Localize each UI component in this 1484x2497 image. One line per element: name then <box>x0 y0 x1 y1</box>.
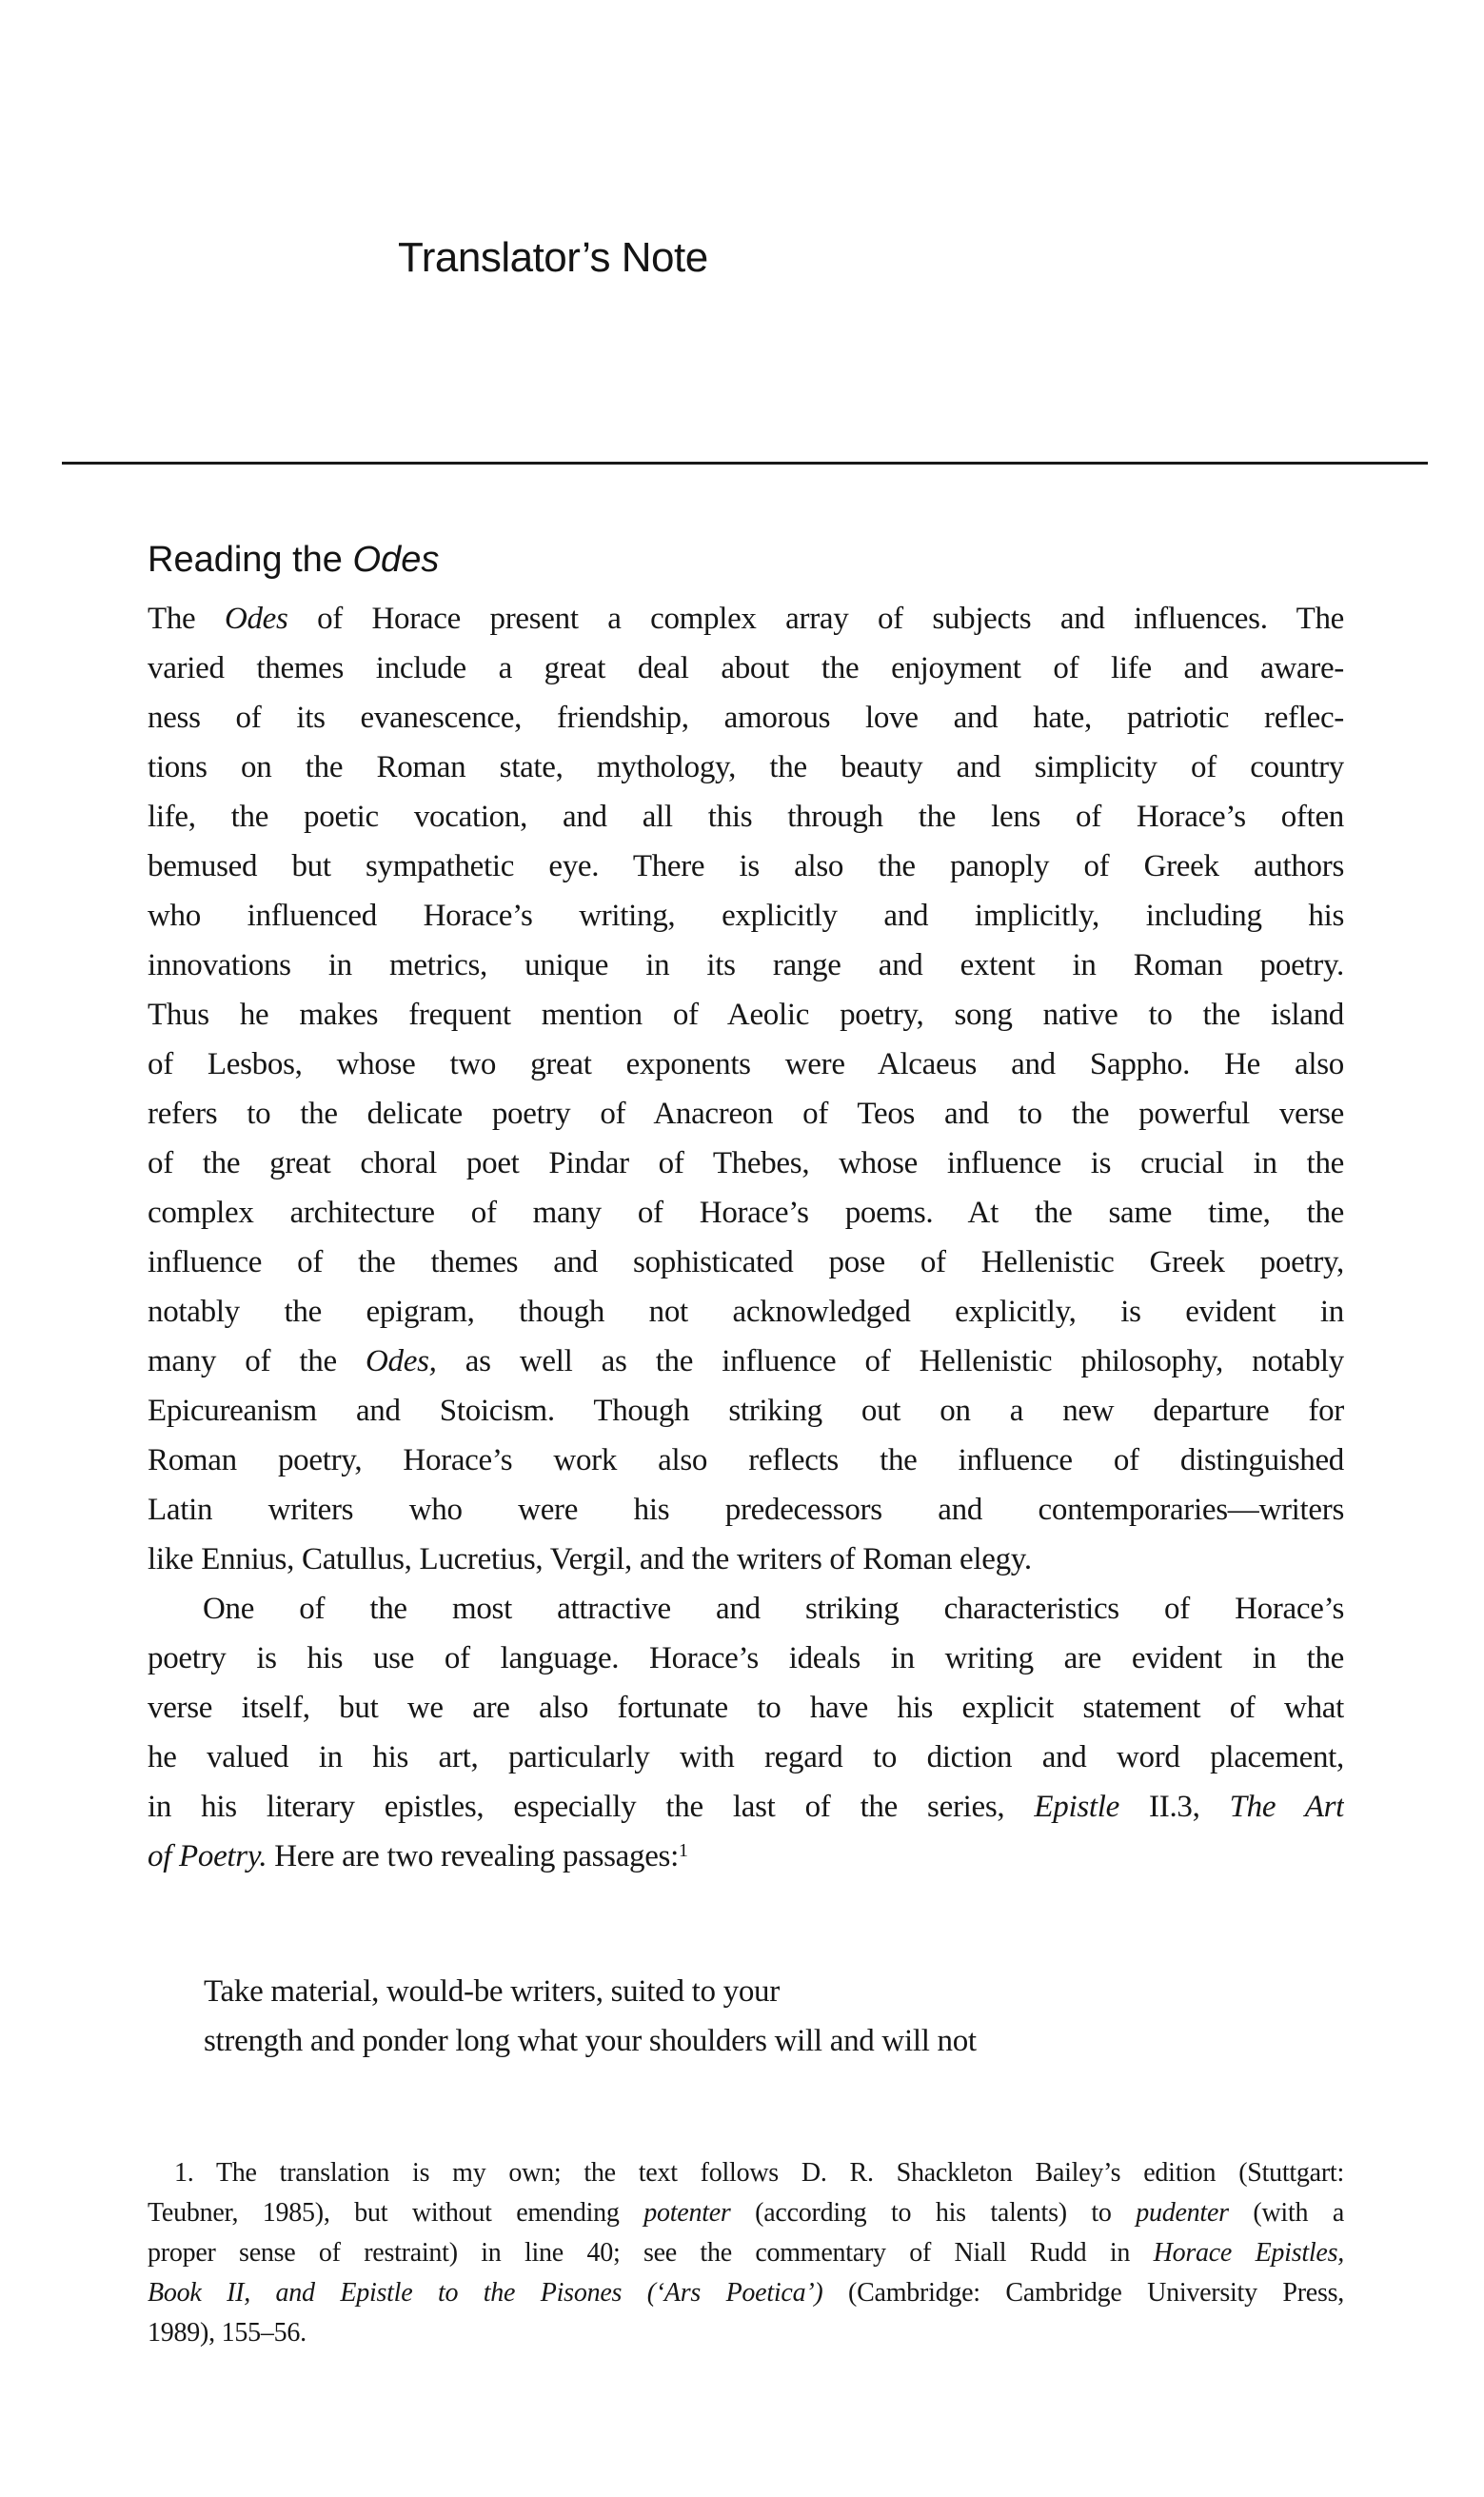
text-run: 1989), 155–56. <box>148 2318 307 2348</box>
italic-text-run: Epistle <box>1034 1790 1119 1824</box>
italic-text-run: Odes <box>352 540 440 580</box>
text-run: strength and ponder long what your shoulders will and will not <box>204 2024 977 2058</box>
text-line <box>148 2313 1344 2353</box>
text-line <box>148 2273 1344 2313</box>
italic-text-run: The Art <box>1229 1790 1344 1824</box>
text-run: he valued in his art, particularly with regard to diction and word placement, <box>148 1740 1344 1774</box>
text-run: in his literary epistles, especially the last of the series, <box>148 1790 1035 1824</box>
text-run: Latin writers who were his predecessors and contemporaries—writers <box>148 1493 1344 1527</box>
text-line <box>148 1733 1344 1782</box>
text-line <box>204 1967 1298 2016</box>
text-run: (Cambridge: Cambridge University Press, <box>822 2278 1344 2308</box>
header-divider-rule <box>62 462 1428 465</box>
text-run: innovations in metrics, unique in its range and extent in Roman poetry. <box>148 948 1344 982</box>
text-run: complex architecture of many of Horace’s poems. At the same time, the <box>148 1196 1344 1230</box>
text-line <box>148 1535 1344 1584</box>
text-run: ness of its evanescence, friendship, amorous love and hate, patriotic reflec- <box>148 701 1344 735</box>
text-line <box>148 941 1344 990</box>
text-run: Reading the <box>148 540 353 580</box>
text-run: verse itself, but we are also fortunate to have his explicit statement of what <box>148 1691 1344 1725</box>
text-line <box>148 1584 1344 1634</box>
text-line <box>148 2193 1344 2233</box>
italic-text-run: potenter <box>643 2198 731 2228</box>
body-paragraph <box>148 594 1344 1584</box>
text-line <box>148 891 1344 941</box>
text-line <box>148 1634 1344 1683</box>
text-run: bemused but sympathetic eye. There is also the panoply of Greek authors <box>148 849 1344 883</box>
text-line <box>148 1287 1344 1337</box>
text-line <box>148 1782 1344 1832</box>
text-line <box>148 1139 1344 1188</box>
italic-text-run: Book II, and Epistle to the Pisones (‘Ars Poetica’) <box>148 2278 823 2308</box>
text-run: Thus he makes frequent mention of Aeolic poetry, song native to the island <box>148 998 1344 1032</box>
text-run: Epicureanism and Stoicism. Though striking out on a new departure for <box>148 1394 1344 1428</box>
text-run: of Horace present a complex array of subjects and influences. The <box>287 602 1344 636</box>
text-line <box>148 693 1344 743</box>
section-heading <box>148 539 1344 581</box>
italic-text-run: Odes <box>224 602 288 636</box>
text-line <box>148 1089 1344 1139</box>
text-line <box>148 1337 1344 1386</box>
italic-text-run: Horace Epistles, <box>1153 2238 1344 2268</box>
text-run: 1. The translation is my own; the text follows D. R. Shackleton Bailey’s edition (Stuttgart: <box>174 2158 1344 2188</box>
text-line <box>148 539 1344 581</box>
text-line <box>148 2153 1344 2193</box>
text-run: Roman poetry, Horace’s work also reflects the influence of distinguished <box>148 1443 1344 1477</box>
text-line <box>148 792 1344 842</box>
text-run: notably the epigram, though not acknowledged explicitly, is evident in <box>148 1295 1344 1329</box>
text-run: proper sense of restraint) in line 40; see the commentary of Niall Rudd in <box>148 2238 1154 2268</box>
text-run: One of the most attractive and striking characteristics of Horace’s <box>203 1592 1344 1626</box>
text-line <box>148 1683 1344 1733</box>
text-run: varied themes include a great deal about the enjoyment of life and aware- <box>148 651 1344 685</box>
text-line <box>148 2233 1344 2273</box>
text-run: of the great choral poet Pindar of Thebes, whose influence is crucial in the <box>148 1146 1344 1180</box>
text-line <box>148 1386 1344 1436</box>
text-run: (with a <box>1228 2198 1344 2228</box>
text-run: who influenced Horace’s writing, explicitly and implicitly, including his <box>148 899 1344 933</box>
text-run: as well as the influence of Hellenistic philosophy, notably <box>436 1344 1344 1378</box>
text-line <box>148 1485 1344 1535</box>
text-line <box>148 842 1344 891</box>
text-line <box>148 1436 1344 1485</box>
footnote-reference-superscript: 1 <box>678 1840 688 1862</box>
verse-block-quote <box>204 1967 1298 2066</box>
main-text-column <box>148 539 1344 1881</box>
text-run: refers to the delicate poetry of Anacreon of Teos and to the powerful verse <box>148 1097 1344 1131</box>
text-run: poetry is his use of language. Horace’s ideals in writing are evident in the <box>148 1641 1344 1675</box>
text-line <box>148 1832 1344 1881</box>
page-title: Translator’s Note <box>398 234 708 281</box>
text-line <box>148 743 1344 792</box>
text-line <box>148 990 1344 1040</box>
text-run: The <box>148 602 225 636</box>
italic-text-run: of Poetry. <box>148 1839 267 1873</box>
text-run: Here are two revealing passages: <box>267 1839 679 1873</box>
text-line <box>148 594 1344 644</box>
text-run: life, the poetic vocation, and all this through the lens of Horace’s often <box>148 800 1344 834</box>
text-line <box>204 2016 1298 2066</box>
text-run: influence of the themes and sophisticated pose of Hellenistic Greek poetry, <box>148 1245 1344 1279</box>
text-run: many of the <box>148 1344 366 1378</box>
text-line <box>148 1188 1344 1238</box>
text-line <box>148 1040 1344 1089</box>
text-line <box>148 1238 1344 1287</box>
footnote <box>148 2153 1344 2353</box>
text-run: like Ennius, Catullus, Lucretius, Vergil, and the writers of Roman elegy. <box>148 1542 1032 1576</box>
text-run: Teubner, 1985), but without emending <box>148 2198 644 2228</box>
italic-text-run: Odes, <box>365 1344 437 1378</box>
text-run: (according to his talents) to <box>730 2198 1137 2228</box>
text-line <box>148 644 1344 693</box>
text-run: tions on the Roman state, mythology, the beauty and simplicity of country <box>148 750 1344 784</box>
italic-text-run: pudenter <box>1136 2198 1229 2228</box>
body-paragraph <box>148 1584 1344 1881</box>
text-run: II.3, <box>1118 1790 1230 1824</box>
text-run: Take material, would-be writers, suited to your <box>204 1974 780 2009</box>
text-run: of Lesbos, whose two great exponents were Alcaeus and Sappho. He also <box>148 1047 1344 1081</box>
